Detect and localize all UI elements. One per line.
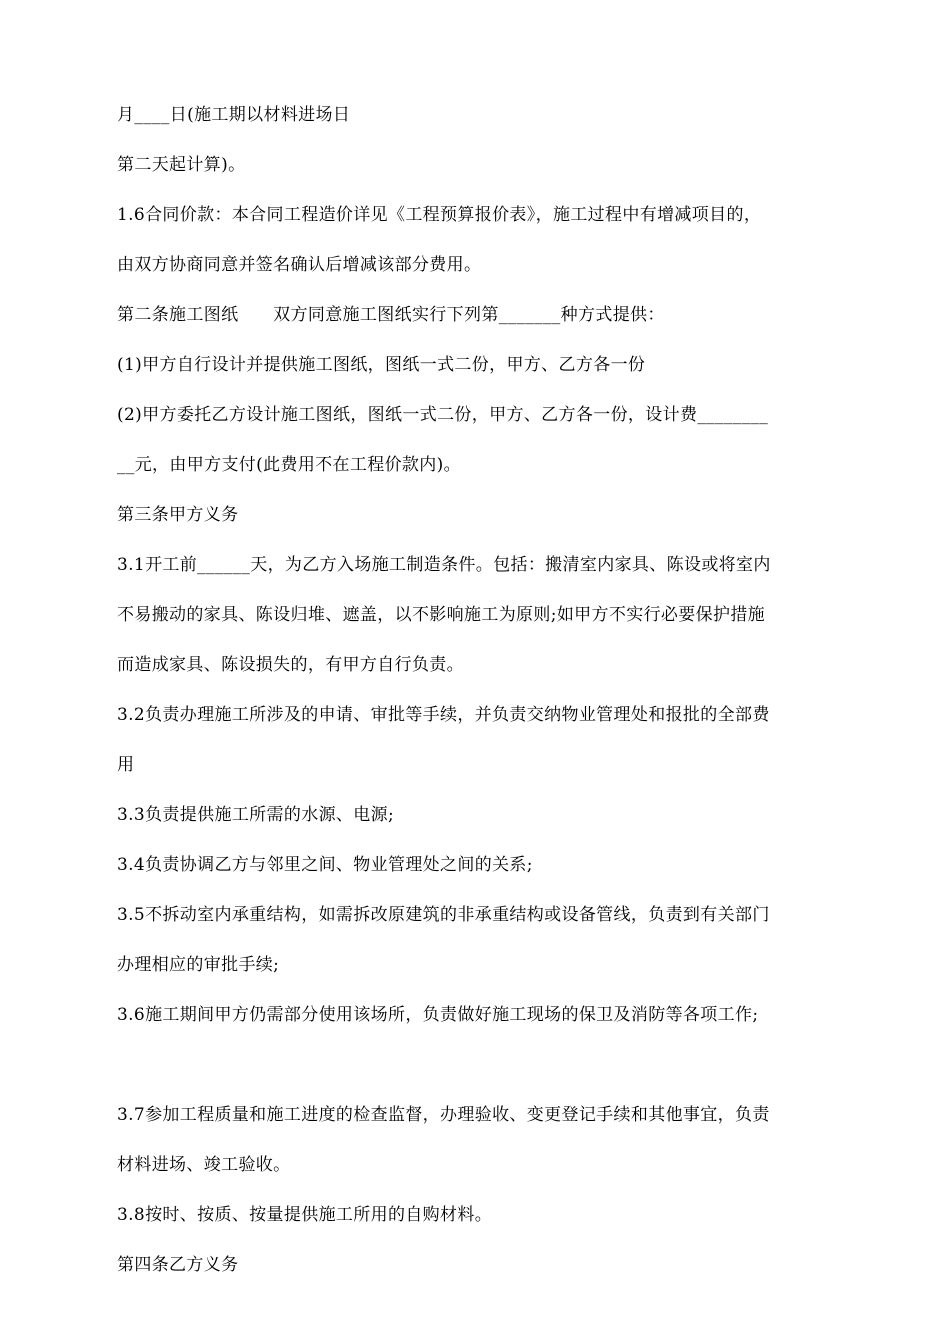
text-line: 1.6合同价款：本合同工程造价详见《工程预算报价表》，施工过程中有增减项目的， [117, 205, 762, 225]
section-heading-4: 第四条乙方义务 [117, 1255, 239, 1275]
text-line: 3.5不拆动室内承重结构，如需拆改原建筑的非承重结构或设备管线，负责到有关部门 [117, 905, 770, 925]
text-line: 3.3负责提供施工所需的水源、电源; [117, 805, 395, 825]
text-line: 3.8按时、按质、按量提供施工所用的自购材料。 [117, 1205, 493, 1225]
text-line: 由双方协商同意并签名确认后增减该部分费用。 [117, 255, 482, 275]
text-line: 不易搬动的家具、陈设归堆、遮盖，以不影响施工为原则;如甲方不实行必要保护措施 [117, 605, 766, 625]
text-line: 3.1开工前______天，为乙方入场施工制造条件。包括：搬清室内家具、陈设或将室内 [117, 555, 771, 575]
text-line: 而造成家具、陈设损失的，有甲方自行负责。 [117, 655, 464, 675]
text-line: 3.2负责办理施工所涉及的申请、审批等手续，并负责交纳物业管理处和报批的全部费 [117, 705, 770, 725]
text-line: 3.6施工期间甲方仍需部分使用该场所，负责做好施工现场的保卫及消防等各项工作; [117, 1005, 759, 1025]
text-line: (1)甲方自行设计并提供施工图纸，图纸一式二份，甲方、乙方各一份 [117, 355, 646, 375]
text-line: (2)甲方委托乙方设计施工图纸，图纸一式二份，甲方、乙方各一份，设计费________ [117, 405, 769, 425]
text-line: __元，由甲方支付(此费用不在工程价款内)。 [117, 455, 461, 475]
text-line: 材料进场、竣工验收。 [117, 1155, 291, 1175]
section-heading-3: 第三条甲方义务 [117, 505, 239, 525]
text-line: 用 [117, 755, 135, 775]
text-line: 月____日(施工期以材料进场日 [117, 105, 351, 125]
text-line: 3.4负责协调乙方与邻里之间、物业管理处之间的关系; [117, 855, 533, 875]
text-line: 3.7参加工程质量和施工进度的检查监督，办理验收、变更登记手续和其他事宜，负责 [117, 1105, 770, 1125]
text-line: 办理相应的审批手续; [117, 955, 280, 975]
section-heading-2: 第二条施工图纸 双方同意施工图纸实行下列第_______种方式提供： [117, 305, 665, 325]
text-line: 第二天起计算)。 [117, 155, 246, 175]
